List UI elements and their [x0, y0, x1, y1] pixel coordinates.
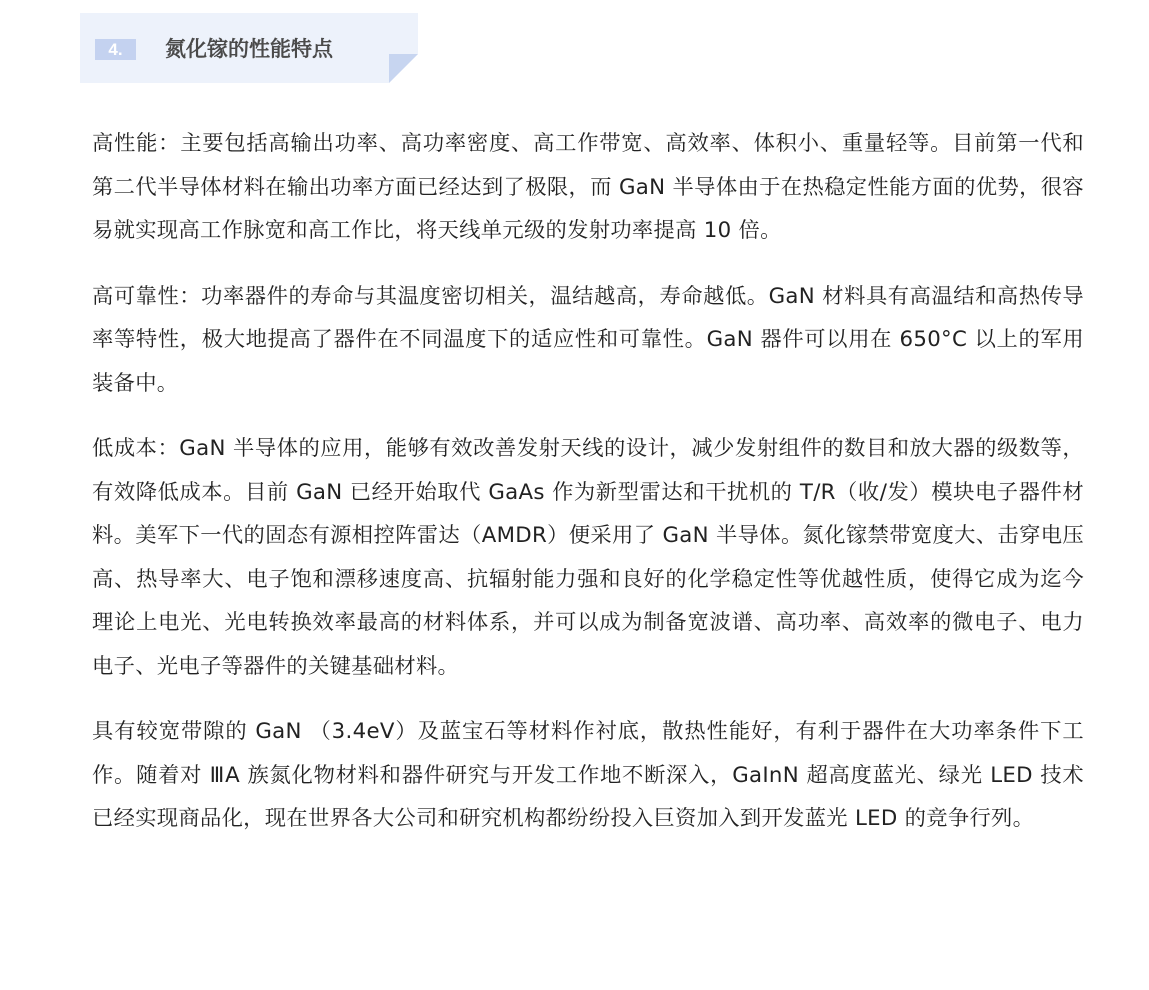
section-number-badge: 4. — [95, 39, 136, 60]
paragraph-high-reliability: 高可靠性：功率器件的寿命与其温度密切相关，温结越高，寿命越低。GaN 材料具有高温结和高热传导率等特性，极大地提高了器件在不同温度下的适应性和可靠性。GaN 器件可以用在 650°C 以上的军用装备中。 — [92, 283, 1084, 396]
paragraph-high-performance: 高性能：主要包括高输出功率、高功率密度、高工作带宽、高效率、体积小、重量轻等。目前第一代和第二代半导体材料在输出功率方面已经达到了极限，而 GaN 半导体由于在热稳定性能方面的优势，很容易就实现高工作脉宽和高工作比，将天线单元级的发射功率提高 10 倍。 — [92, 131, 1084, 243]
article-body — [92, 122, 1084, 863]
section-header — [80, 13, 418, 83]
section-title: 氮化镓的性能特点 — [165, 37, 333, 61]
paragraph-low-cost: 低成本：GaN 半导体的应用，能够有效改善发射天线的设计，减少发射组件的数目和放大器的级数等，有效降低成本。目前 GaN 已经开始取代 GaAs 作为新型雷达和干扰机的 T/R（收/发）模块电子器件材料。美军下一代的固态有源相控阵雷达（AMDR）便采用了 GaN 半导体。氮化镓禁带宽度大、击穿电压高、热导率大、电子饱和漂移速度高、抗辐射能力强和良好的化学稳定性等优越性质，使得它成为迄今理论上电光、光电转换效率最高的材料体系，并可以成为制备宽波谱、高功率、高效率的微电子、电力电子、光电子等器件的关键基础材料。 — [92, 436, 1084, 679]
corner-fold-shade — [389, 54, 418, 83]
paragraph-wide-bandgap: 具有较宽带隙的 GaN （3.4eV）及蓝宝石等材料作衬底，散热性能好，有利于器件在大功率条件下工作。随着对 ⅢA 族氮化物材料和器件研究与开发工作地不断深入，GaInN 超高度蓝光、绿光 LED 技术已经实现商品化，现在世界各大公司和研究机构都纷纷投入巨资加入到开发蓝光 LED 的竞争行列。 — [92, 719, 1084, 831]
